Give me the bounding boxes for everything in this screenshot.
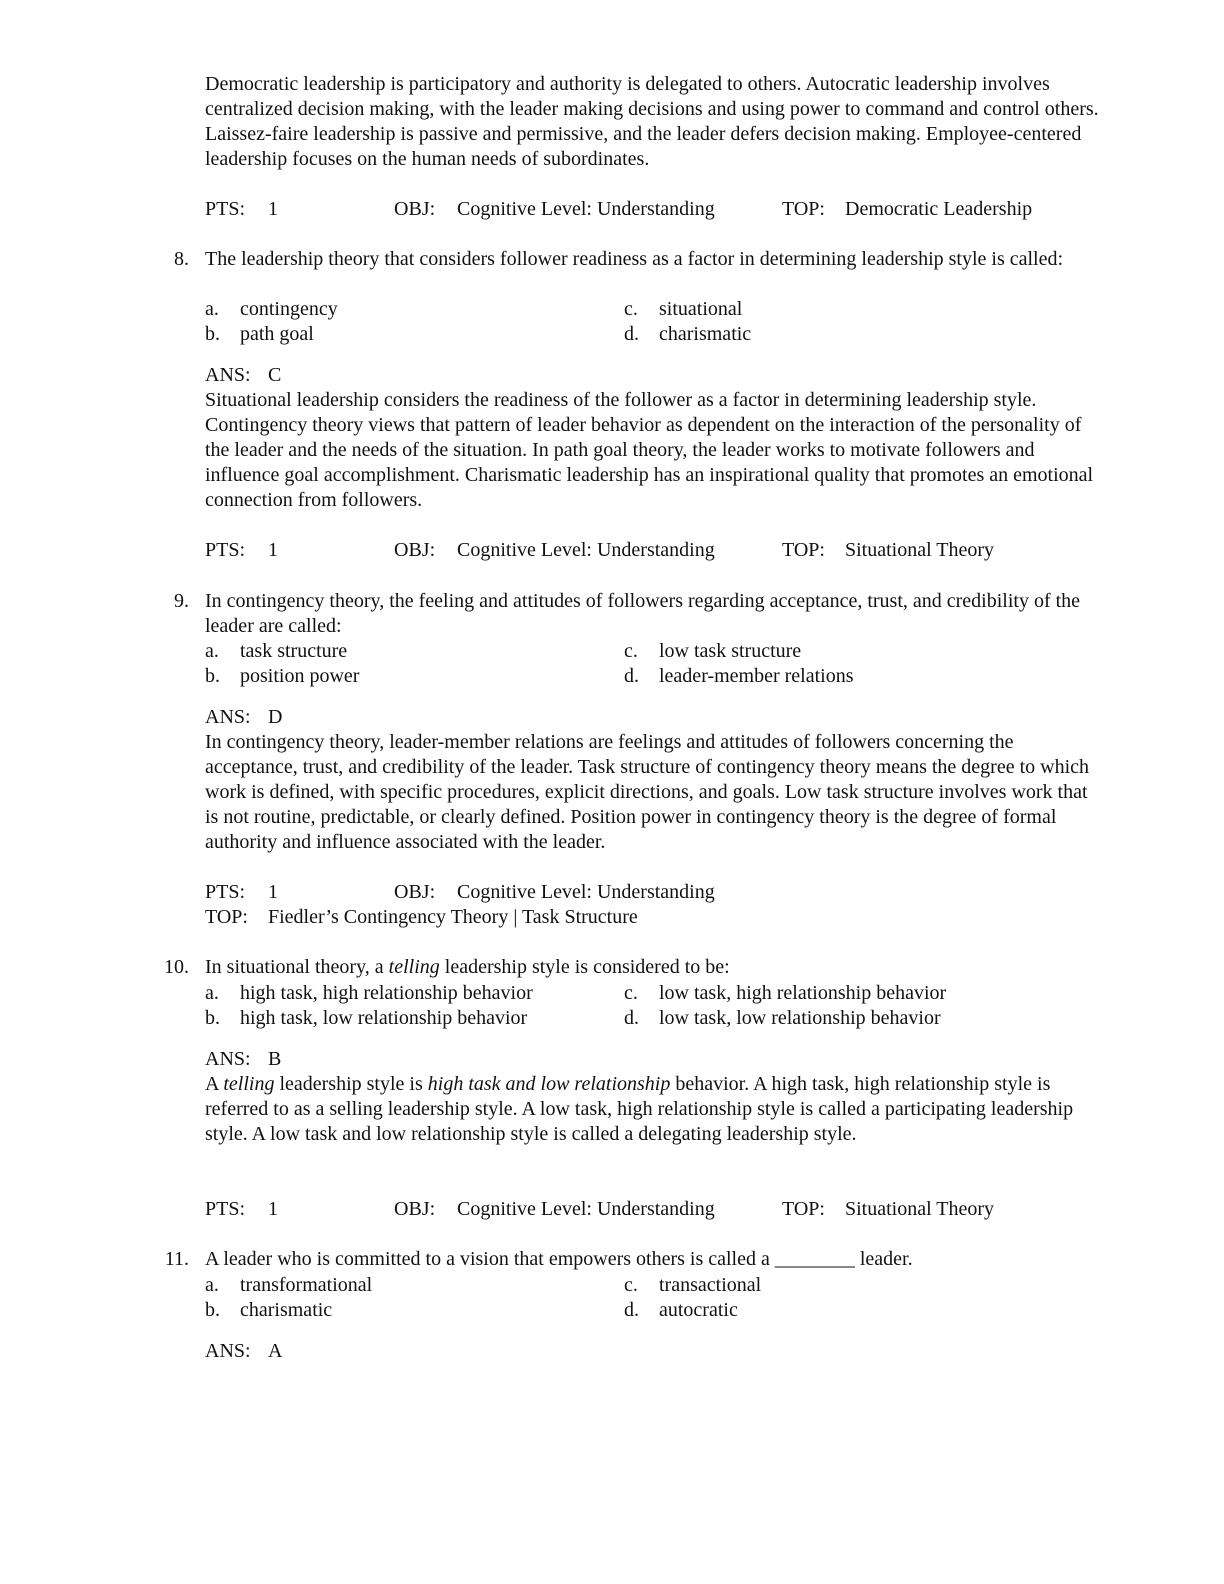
- question-number: 8.: [174, 248, 189, 270]
- question-stem: The leadership theory that considers follower readiness as a factor in determining leadership style is called:: [205, 248, 1064, 270]
- answer-row: [205, 363, 281, 388]
- option-a: a. task structure: [205, 640, 348, 662]
- ans-label: ANS:: [205, 364, 251, 386]
- top-label: TOP:: [782, 198, 825, 220]
- answer-row: [205, 1339, 282, 1364]
- question-stem: In contingency theory, the feeling and attitudes of followers regarding acceptance, trust, and credibility of the leader are called:: [205, 590, 1081, 637]
- answer-row: [205, 705, 282, 730]
- answer-value: A: [268, 1340, 283, 1362]
- option-c: c. low task, high relationship behavior: [624, 982, 947, 1004]
- meta-row: PTS: 1 OBJ: Cognitive Level: Understanding TOP: Situational Theory: [205, 539, 995, 561]
- option-d: d. leader-member relations: [624, 665, 854, 687]
- pts-label: PTS:: [205, 198, 246, 220]
- rationale-text: Situational leadership considers the readiness of the follower as a factor in determining leadership style. Contingency theory views that pattern of leader behavior as dependent on the interaction of the personality of the leader and the needs of the situation. In path goal theory, the leader works to motivate followers and influence goal accomplishment. Charismatic leadership has an inspirational quality that promotes an emotional connection from followers.: [205, 389, 1094, 511]
- meta-row: PTS: 1 OBJ: Cognitive Level: Understanding: [205, 881, 715, 903]
- question-stem: In situational theory, a telling leadership style is considered to be:: [205, 956, 730, 978]
- rationale-text: Democratic leadership is participatory and authority is delegated to others. Autocratic leadership involves centralized decision making, with the leader making decisions and using power to command and control others. Laissez-faire leadership is passive and permissive, and the leader defers decision making. Employee-centered leadership focuses on the human needs of subordinates.: [205, 73, 1099, 170]
- option-b: b. position power: [205, 665, 360, 687]
- option-a: a. contingency: [205, 298, 338, 320]
- option-b: b. path goal: [205, 323, 314, 345]
- option-b: b. charismatic: [205, 1299, 333, 1321]
- meta-row: [205, 197, 1032, 222]
- option-c: c. low task structure: [624, 640, 802, 662]
- option-a: a. transformational: [205, 1274, 373, 1296]
- answer-row: [205, 1047, 281, 1072]
- answer-value: C: [268, 364, 282, 386]
- pts-value: 1: [268, 198, 278, 220]
- question-stem: A leader who is committed to a vision that empowers others is called a ________ leader.: [205, 1248, 913, 1270]
- ans-label: ANS:: [205, 1048, 251, 1070]
- question-number: 11.: [164, 1248, 189, 1270]
- rationale-text: A telling leadership style is high task and low relationship behavior. A high task, high relationship style is referred to as a selling leadership style. A low task, high relationship style is called a participating leadership style. A low task and low relationship style is called a delegating leadership style.: [205, 1073, 1074, 1145]
- option-d: d. autocratic: [624, 1299, 738, 1321]
- rationale-text: In contingency theory, leader-member relations are feelings and attitudes of followers concerning the acceptance, trust, and credibility of the leader. Task structure of contingency theory means the degree to which work is defined, with specific procedures, explicit directions, and goals. Low task structure involves work that is not routine, predictable, or clearly defined. Position power in contingency theory is the degree of formal authority and influence associated with the leader.: [205, 731, 1090, 853]
- answer-value: D: [268, 706, 283, 728]
- question-number: 9.: [174, 590, 189, 612]
- topic-row: TOP: Fiedler’s Contingency Theory | Task Structure: [205, 906, 638, 928]
- answer-value: B: [268, 1048, 282, 1070]
- obj-label: OBJ:: [394, 198, 436, 220]
- option-b: b. high task, low relationship behavior: [205, 1007, 528, 1029]
- ans-label: ANS:: [205, 1340, 251, 1362]
- question-number: 10.: [164, 956, 189, 978]
- top-value: Democratic Leadership: [845, 198, 1033, 220]
- option-d: d. low task, low relationship behavior: [624, 1007, 941, 1029]
- option-c: c. transactional: [624, 1274, 762, 1296]
- ans-label: ANS:: [205, 706, 251, 728]
- meta-row: PTS: 1 OBJ: Cognitive Level: Understanding TOP: Situational Theory: [205, 1198, 995, 1220]
- option-a: a. high task, high relationship behavior: [205, 982, 533, 1004]
- obj-value: Cognitive Level: Understanding: [457, 198, 715, 220]
- option-d: d. charismatic: [624, 323, 752, 345]
- option-c: c. situational: [624, 298, 743, 320]
